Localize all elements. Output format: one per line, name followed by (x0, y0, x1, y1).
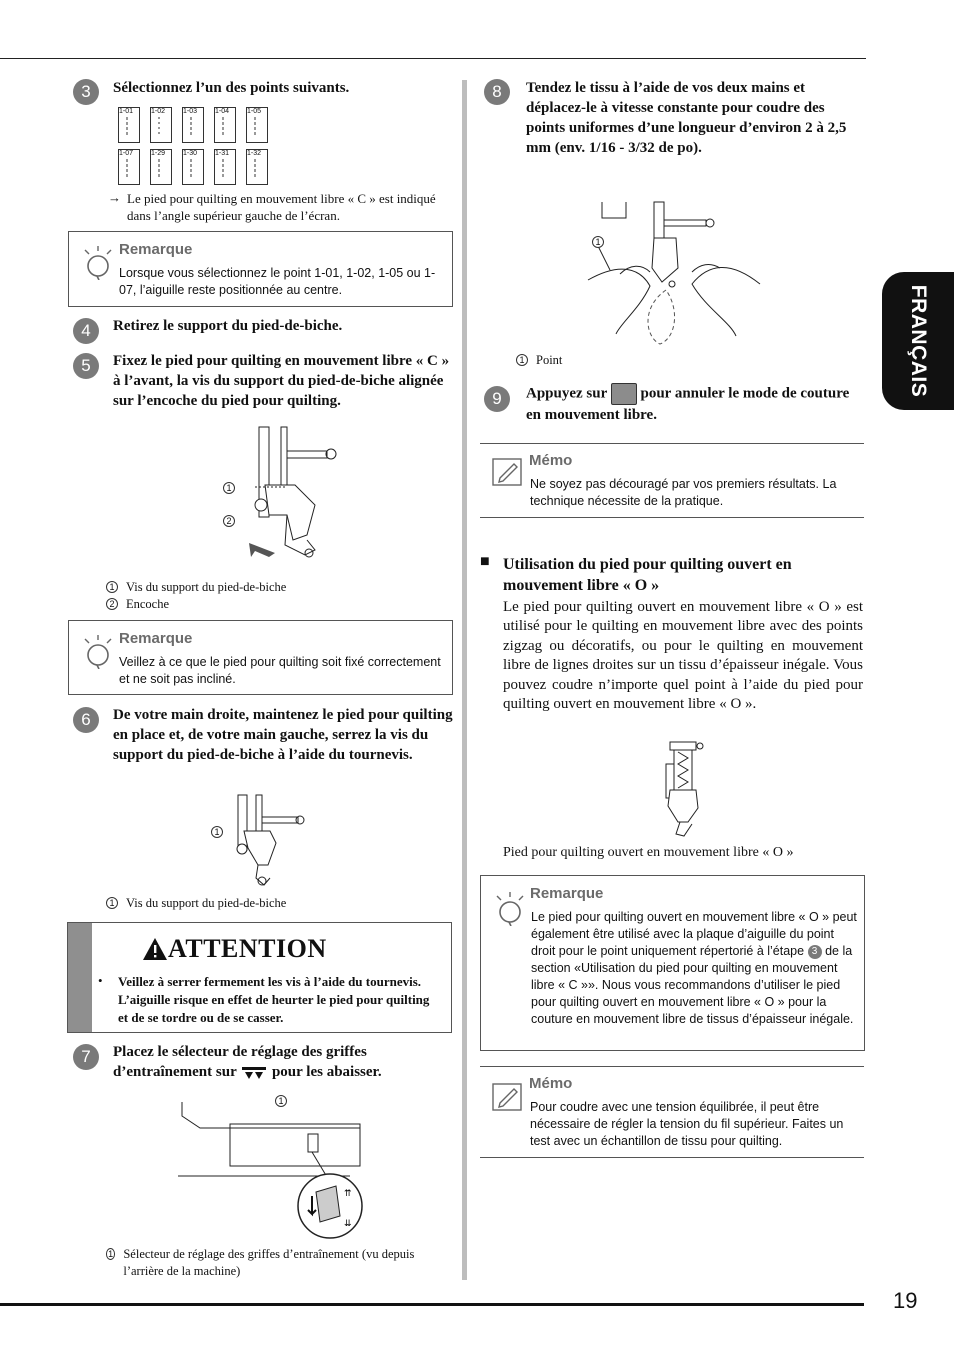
memo-title: Mémo (529, 452, 573, 469)
step-3-number: 3 (73, 79, 99, 105)
callout-2: 2 (223, 515, 235, 527)
memo-pencil-icon (492, 1083, 522, 1111)
memo-pencil-icon (492, 458, 522, 486)
section-body: Le pied pour quilting ouvert en mouvement libre « O » est utilisé pour le quilting en mouvement libre avec des points zigzag ou décoratifs, ou pour le quilting en mouvement libre de lignes droites sur un tissu d’épaisseur inégale. Vous pouvez coudre n’importe quel point à l’aide du pied pour quilting ouvert en mouvement libre « O ». (503, 599, 863, 713)
stitch-icon (151, 115, 171, 139)
remark-text: Lorsque vous sélectionnez le point 1-01, 1-02, 1-05 ou 1-07, l’aiguille reste positionnée au centre. (119, 266, 436, 297)
hands-fabric-illustration (580, 198, 770, 348)
memo-box-2 (480, 1067, 864, 1157)
callout-1: 1 (592, 236, 604, 248)
attention-title: ATTENTION (168, 934, 327, 963)
memo-bottom-rule (480, 517, 864, 518)
remark-icon (81, 633, 113, 669)
step-9-number: 9 (484, 386, 510, 412)
memo-text: Pour coudre avec une tension équilibrée, il peut être nécessaire de régler la tension du fil supérieur. Faites un test avec un échantillon de tissu pour quilting. (530, 1100, 844, 1148)
attention-text: Veillez à serrer fermement les vis à l’aide du tournevis. L’aiguille risque en effet de heurter le pied pour quilting et de se tordre ou de se casser. (118, 974, 430, 1025)
step-8-number: 8 (484, 79, 510, 105)
callout-1: 1 (223, 482, 235, 494)
feed-dog-down-icon (240, 1065, 268, 1081)
stitch-icon (215, 157, 235, 181)
section-title: Utilisation du pied pour quilting ouvert en mouvement libre « O » (503, 556, 792, 594)
remark-box-3 (480, 875, 865, 1051)
step-4-number: 4 (73, 318, 99, 344)
legend-item: 1 Vis du support du pied-de-biche (106, 579, 286, 596)
memo-box-1 (480, 444, 864, 518)
stitch-thumb: 1-05 (246, 107, 268, 143)
result-arrow: → (108, 190, 121, 205)
presser-foot-illustration (225, 425, 355, 570)
remark-title: Remarque (119, 630, 193, 647)
legend-item: 2 Encoche (106, 596, 169, 613)
callout-1: 1 (211, 826, 223, 838)
attention-bar (68, 923, 92, 1032)
language-tab-label: FRANÇAIS (907, 284, 930, 398)
stitch-icon (183, 115, 203, 139)
remark-title: Remarque (119, 241, 193, 258)
top-rule (0, 58, 866, 59)
warning-icon (142, 937, 168, 961)
step-5-number: 5 (73, 353, 99, 379)
step-3-result: Le pied pour quilting en mouvement libre « C » est indiqué dans l’angle supérieur gauche de l’écran. (127, 191, 436, 223)
screw-illustration (230, 793, 320, 888)
step-3-text: Sélectionnez l’un des points suivants. (113, 80, 350, 96)
remark-text: Le pied pour quilting ouvert en mouvement libre « O » peut également être utilisé avec la plaque d’aiguille du point droit pour le point uniquement répertorié à l’étape 3 de la section «Utilisation du pied pour quilting en mouvement libre « C »». Nous vous recommandons d’utiliser le pied pour quilting ouvert en mouvement libre « O » pour la couture en mouvement libre de tissus d’épaisseur inégale. (531, 910, 857, 1026)
stitch-thumb: 1-31 (214, 149, 236, 185)
step-7-number: 7 (73, 1044, 99, 1070)
page-number: 19 (893, 1288, 918, 1313)
column-divider (462, 80, 467, 1280)
stitch-icon (247, 115, 267, 139)
remark-icon (493, 890, 525, 926)
legend-item: 1 Point (516, 352, 562, 369)
stitch-row-2 (118, 149, 268, 185)
callout-1: 1 (275, 1095, 287, 1107)
stitch-icon (151, 157, 171, 181)
legend-item: 1 Vis du support du pied-de-biche (106, 895, 286, 912)
remark-box-2 (68, 620, 453, 695)
step-5-text: Fixez le pied pour quilting en mouvement libre « C » à l’avant, la vis du support du pied-de-biche alignée sur l’encoche du pied pour quilting. (113, 353, 450, 409)
section-marker: ■ (480, 553, 490, 570)
stitch-thumb: 1-30 (182, 149, 204, 185)
memo-bottom-rule (480, 1157, 864, 1158)
free-motion-mode-button-icon (611, 383, 637, 405)
stitch-thumb: 1-07 (118, 149, 140, 185)
stitch-thumb: 1-02 (150, 107, 172, 143)
stitch-icon (119, 157, 139, 181)
memo-title: Mémo (529, 1075, 573, 1092)
stitch-icon (119, 115, 139, 139)
remark-text: Veillez à ce que le pied pour quilting soit fixé correctement et ne soit pas incliné. (119, 655, 441, 686)
stitch-thumb: 1-32 (246, 149, 268, 185)
stitch-icon (247, 157, 267, 181)
remark-icon (81, 244, 113, 280)
memo-text: Ne soyez pas découragé par vos premiers résultats. La technique nécessite de la pratique. (530, 477, 837, 508)
step-reference-badge: 3 (808, 945, 822, 959)
open-quilting-foot-illustration (650, 738, 720, 838)
legend-item: 1 Sélecteur de réglage des griffes d’entraînement (vu depuis l’arrière de la machine) (106, 1246, 426, 1280)
stitch-thumb: 1-01 (118, 107, 140, 143)
step-4-text: Retirez le support du pied-de-biche. (113, 318, 343, 334)
remark-title: Remarque (530, 885, 604, 902)
language-tab (882, 272, 954, 410)
feed-dog-lever-illustration (170, 1096, 370, 1246)
stitch-thumb: 1-03 (182, 107, 204, 143)
stitch-row-1 (118, 107, 268, 143)
step-6-text: De votre main droite, maintenez le pied pour quilting en place et, de votre main gauche, serrez la vis du support du pied-de-biche à l’aide du tournevis. (113, 707, 453, 763)
stitch-icon (183, 157, 203, 181)
bottom-rule (0, 1303, 864, 1306)
step-7-text: Placez le sélecteur de réglage des griffes d’entraînement sur pour les abaisser. (113, 1044, 382, 1080)
remark-box-1 (68, 231, 453, 307)
step-6-number: 6 (73, 707, 99, 733)
attention-bullet: • (98, 973, 103, 988)
attention-box (67, 922, 452, 1033)
stitch-thumb: 1-29 (150, 149, 172, 185)
stitch-icon (215, 115, 235, 139)
step-9-text: Appuyez sur pour annuler le mode de couture en mouvement libre. (526, 383, 856, 425)
foot-caption: Pied pour quilting ouvert en mouvement libre « O » (503, 845, 794, 860)
stitch-thumb: 1-04 (214, 107, 236, 143)
step-8-text: Tendez le tissu à l’aide de vos deux mains et déplacez-le à vitesse constante pour coudre des points uniformes d’une longueur d’environ 2 à 2,5 mm (env. 1/16 - 3/32 de po). (526, 80, 847, 156)
svg-text:⇈: ⇈ (344, 1189, 352, 1199)
svg-text:⇊: ⇊ (344, 1219, 352, 1229)
